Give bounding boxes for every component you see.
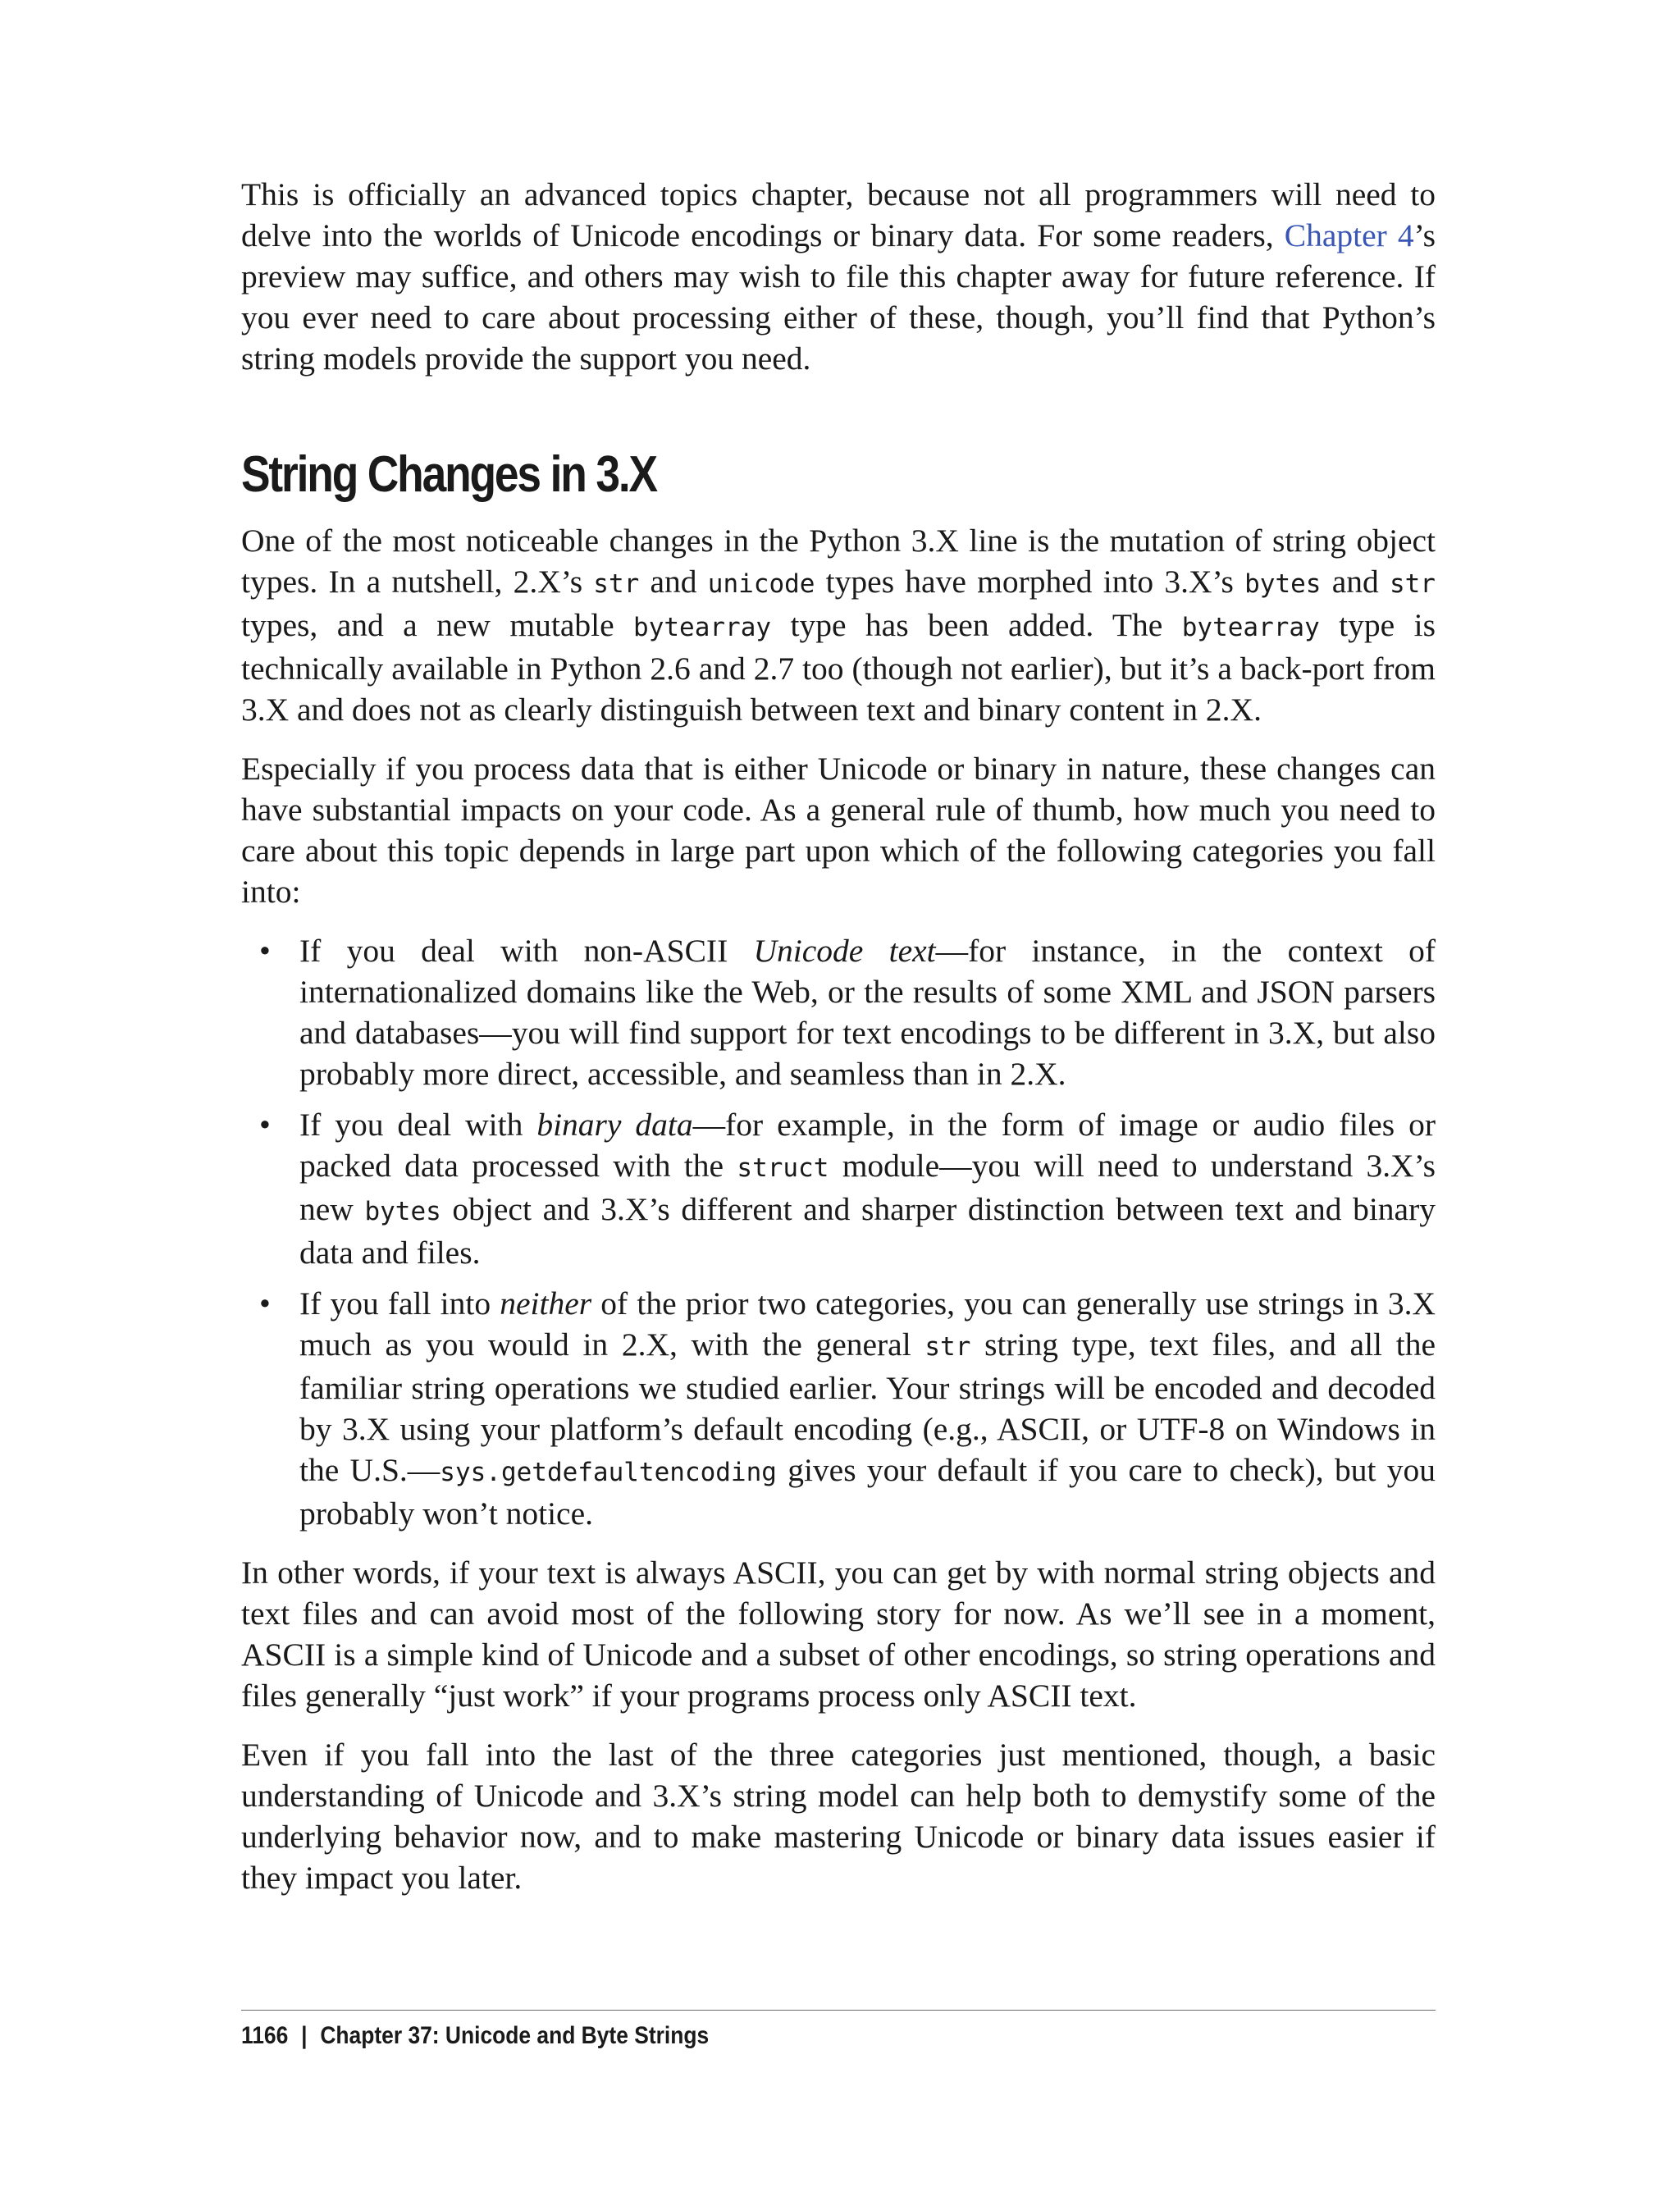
text: If you deal with <box>299 1107 537 1143</box>
list-item-unicode-text <box>241 930 1436 1094</box>
text: string type, text files, and all the familiar string operations we studied earlier. Your strings will be encoded and decoded by 3.X using your platform’s default encoding (e.g., ASCII, or UTF-8 on Windows in the U.S.— <box>299 1326 1436 1488</box>
section-heading: String Changes in 3.X <box>241 446 656 503</box>
text: type is technically available in Python 2.6 and 2.7 too (though not earlier), but it’s a back-port from 3.X and does not as clearly distinguish between text and binary content in 2.X. <box>241 607 1436 728</box>
bullet-icon: • <box>259 1107 271 1143</box>
page-body <box>241 174 1436 1916</box>
text: If you deal with non-ASCII <box>299 933 754 969</box>
page-footer <box>241 2010 1436 2050</box>
intro-paragraph <box>241 174 1436 379</box>
code-unicode: unicode <box>707 569 815 599</box>
bullet-icon: • <box>259 1285 271 1322</box>
chapter-4-link[interactable]: Chapter 4 <box>1284 217 1414 253</box>
intro-text-2: ’s preview may suffice, and others may wish to file this chapter away for future reference. If you ever need to care about processing either of these, though, you’ll find that Python’s string models provide the support you need. <box>241 217 1436 377</box>
code-str: str <box>593 569 640 599</box>
footer-separator: | <box>301 2022 308 2049</box>
text: types, and a new mutable <box>241 607 634 643</box>
text: object and 3.X’s different and sharper distinction between text and binary data and files. <box>299 1191 1436 1271</box>
text: —for instance, in the context of internationalized domains like the Web, or the results of some XML and JSON parsers and databases—you will find support for text encodings to be different in 3.X, but also probably more direct, accessible, and seamless than in 2.X. <box>299 933 1436 1092</box>
paragraph-string-mutation <box>241 520 1436 730</box>
code-bytearray: bytearray <box>633 613 772 642</box>
code-bytes: bytes <box>364 1197 441 1226</box>
paragraph-understanding: Even if you fall into the last of the three categories just mentioned, though, a basic understanding of Unicode and 3.X’s string model can help both to demystify some of the underlying behavior now, and to make mastering Unicode or binary data issues easier if they impact you later. <box>241 1737 1436 1896</box>
code-getdefaultencoding: sys.getdefaultencoding <box>440 1458 777 1487</box>
list-item-text <box>299 930 1436 1094</box>
category-list <box>241 930 1436 1534</box>
list-item-text <box>299 1104 1436 1273</box>
emphasis: Unicode text <box>753 933 936 969</box>
folio <box>241 2022 709 2050</box>
code-str: str <box>924 1332 971 1362</box>
text: of the prior two categories, you can generally use strings in 3.X much as you would in 2.X, with the general <box>299 1285 1436 1363</box>
text: type has been added. The <box>771 607 1182 643</box>
text: One of the most noticeable changes in the Python 3.X line is the mutation of string object types. In a nutshell, 2.X’s <box>241 523 1436 600</box>
text: types have morphed into 3.X’s <box>815 564 1245 600</box>
list-item-text <box>299 1283 1436 1534</box>
emphasis: neither <box>500 1285 592 1322</box>
list-item-binary-data <box>241 1104 1436 1273</box>
paragraph-ascii: In other words, if your text is always ASCII, you can get by with normal string objects and text files and can avoid most of the following story for now. As we’ll see in a moment, ASCII is a simple kind of Unicode and a subset of other encodings, so string operations and files generally “just work” if your programs process only ASCII text. <box>241 1554 1436 1714</box>
code-bytes: bytes <box>1244 569 1322 599</box>
page-number: 1166 <box>241 2022 289 2049</box>
text: gives your default if you care to check), but you probably won’t notice. <box>299 1452 1436 1532</box>
code-struct: struct <box>737 1153 829 1183</box>
paragraph-impacts: Especially if you process data that is either Unicode or binary in nature, these changes can have substantial impacts on your code. As a general rule of thumb, how much you need to care about this topic depends in large part upon which of the following categories you fall into: <box>241 751 1436 910</box>
running-chapter-title: Chapter 37: Unicode and Byte Strings <box>320 2022 710 2049</box>
text: —for example, in the form of image or audio files or packed data processed with the <box>299 1107 1436 1184</box>
list-item-neither <box>241 1283 1436 1534</box>
emphasis: binary data <box>536 1107 693 1143</box>
text: module—you will need to understand 3.X’s new <box>299 1148 1436 1227</box>
text: If you fall into <box>299 1285 500 1322</box>
intro-text-1: This is officially an advanced topics chapter, because not all programmers will need to delve into the worlds of Unicode encodings or binary data. For some readers, <box>241 176 1436 253</box>
text: and <box>639 564 708 600</box>
bullet-icon: • <box>259 933 271 969</box>
text: and <box>1321 564 1390 600</box>
code-bytearray: bytearray <box>1181 613 1320 642</box>
code-str: str <box>1389 569 1436 599</box>
